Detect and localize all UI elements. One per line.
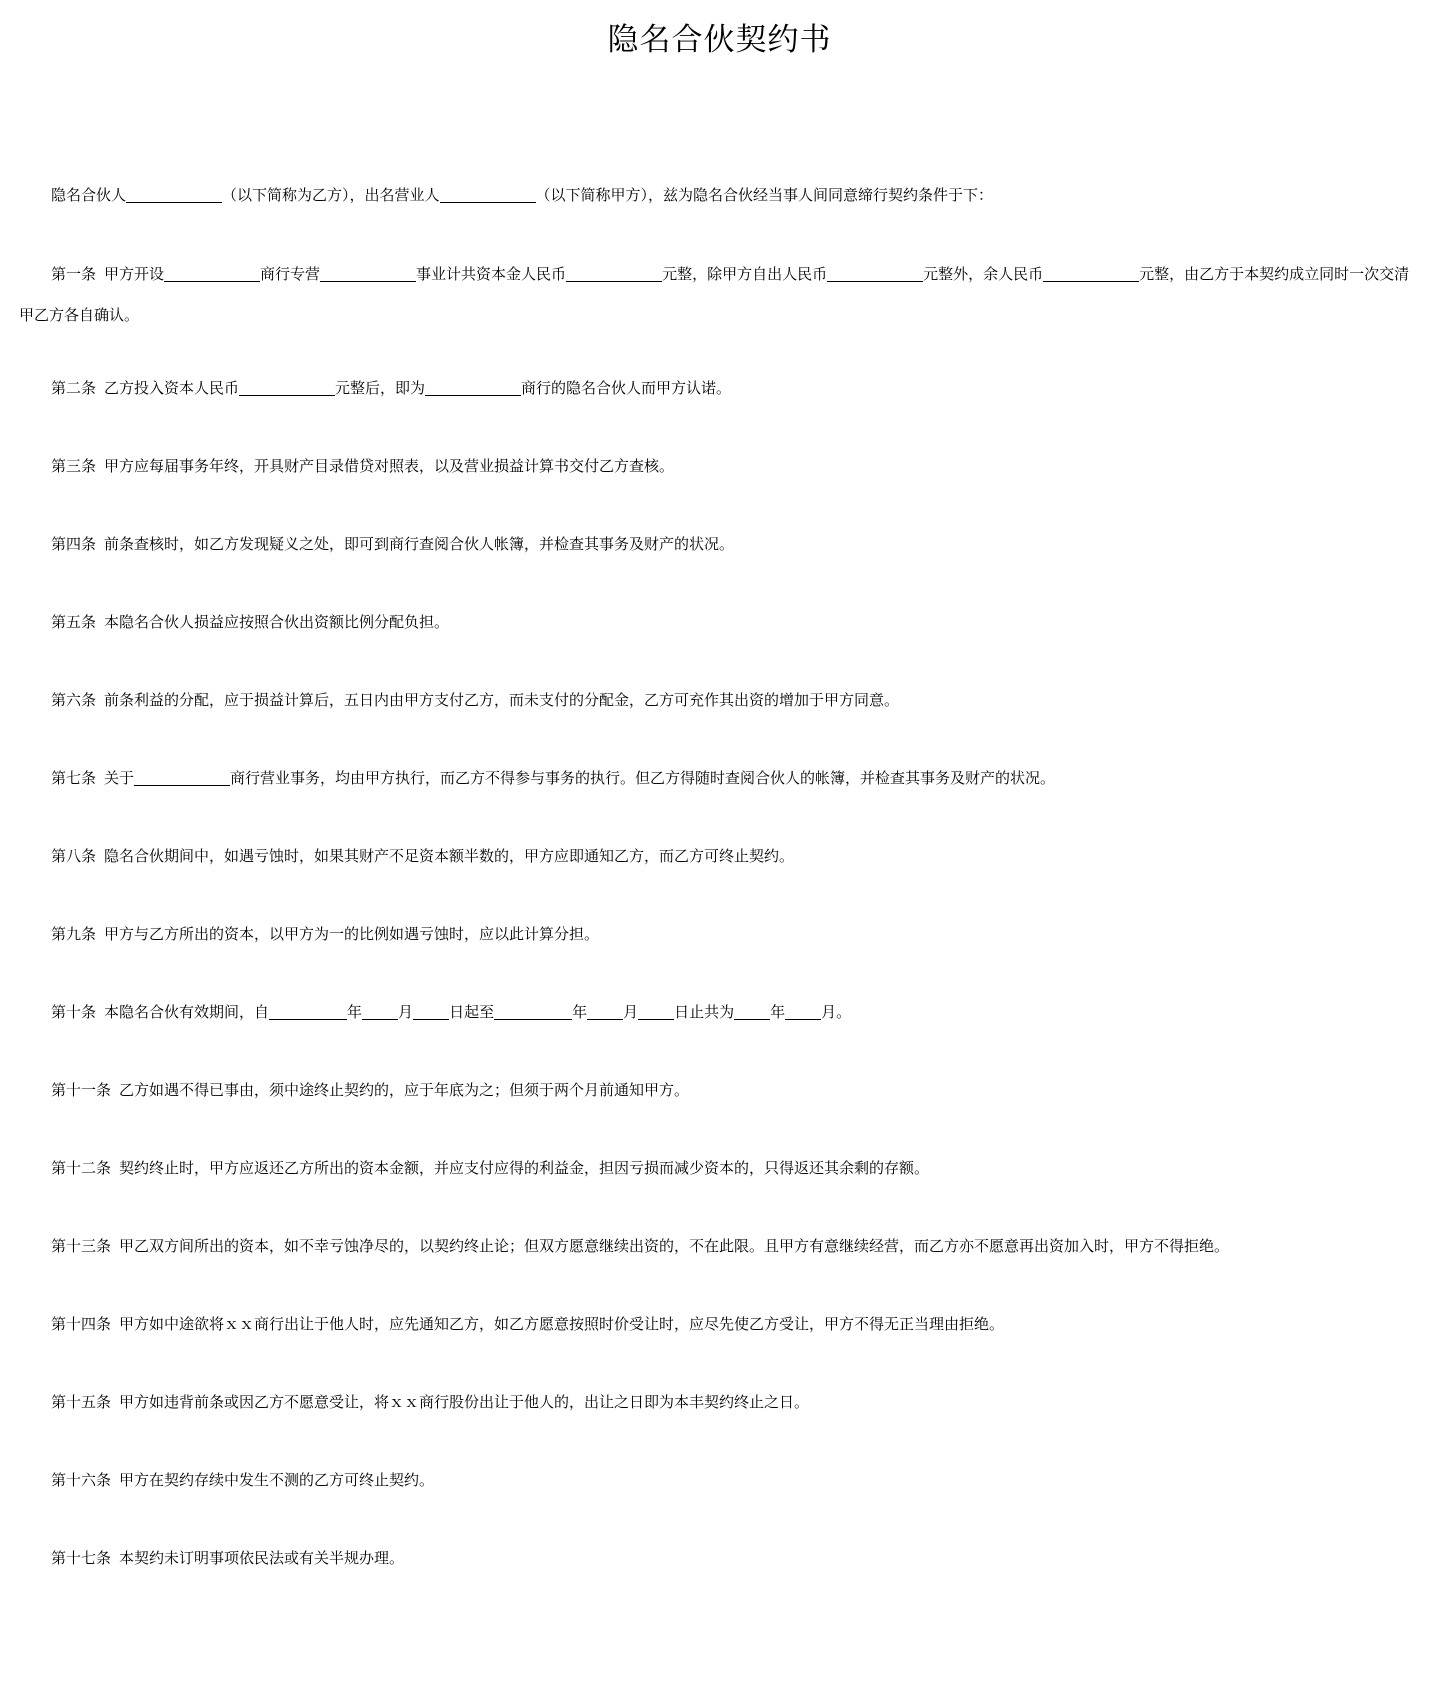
- article-5: [0, 601, 1439, 644]
- article-9: [0, 913, 1439, 956]
- article-text: 隐名合伙期间中，如遇亏蚀时，如果其财产不足资本额半数的，甲方应即通知乙方，而乙方可终止契约。: [104, 847, 795, 865]
- article-label: 第二条: [51, 379, 97, 397]
- blank-field: [320, 266, 416, 282]
- article-text: 日止共为: [674, 1003, 735, 1021]
- blank-field: [413, 1004, 449, 1020]
- article-text: 甲方如中途欲将ｘｘ商行出让于他人时，应先通知乙方，如乙方愿意按照时价受让时，应尽先使乙方受让，甲方不得无正当理由拒绝。: [119, 1315, 1005, 1333]
- article-label: 第一条: [51, 265, 97, 283]
- article-text: 元整后，即为: [335, 379, 426, 397]
- article-label: 第六条: [51, 691, 97, 709]
- blank-field: [638, 1004, 674, 1020]
- article-text: 本隐名合伙人损益应按照合伙出资额比例分配负担。: [104, 613, 450, 631]
- blank-field: [566, 266, 662, 282]
- article-text: 关于: [104, 769, 135, 787]
- intro-text-3: （以下简称甲方），兹为隐名合伙经当事人间同意缔行契约条件于下：: [535, 186, 994, 204]
- blank-field: [734, 1004, 770, 1020]
- article-label: 第十四条: [51, 1315, 112, 1333]
- article-label: 第十条: [51, 1003, 97, 1021]
- blank-field: [425, 380, 521, 396]
- article-label: 第十三条: [51, 1237, 112, 1255]
- article-text: 日起至: [449, 1003, 495, 1021]
- article-text: 元整，由乙方于本契约成立同时一次交清甲乙方各自确认。: [19, 265, 1410, 324]
- article-label: 第四条: [51, 535, 97, 553]
- article-text: 甲方应每届事务年终，开具财产目录借贷对照表，以及营业损益计算书交付乙方查核。: [104, 457, 675, 475]
- article-label: 第七条: [51, 769, 97, 787]
- article-text: 甲方在契约存续中发生不测的乙方可终止契约。: [119, 1471, 435, 1489]
- blank-field: [239, 380, 335, 396]
- article-label: 第十七条: [51, 1549, 112, 1567]
- article-label: 第十二条: [51, 1159, 112, 1177]
- article-text: 甲方如违背前条或因乙方不愿意受让，将ｘｘ商行股份出让于他人的，出让之日即为本丰契约终止之日。: [119, 1393, 810, 1411]
- article-7: [0, 757, 1439, 800]
- article-text: 月: [623, 1003, 639, 1021]
- article-4: [0, 523, 1439, 566]
- article-10: [0, 991, 1439, 1034]
- article-13: [0, 1225, 1439, 1268]
- article-text: 商行营业事务，均由甲方执行，而乙方不得参与事务的执行。但乙方得随时查阅合伙人的帐簿，并检查其事务及财产的状况。: [230, 769, 1056, 787]
- article-text: 甲方与乙方所出的资本，以甲方为一的比例如遇亏蚀时，应以此计算分担。: [104, 925, 600, 943]
- blank-field: [494, 1004, 572, 1020]
- article-12: [0, 1147, 1439, 1190]
- article-label: 第十一条: [51, 1081, 112, 1099]
- document-title: 隐名合伙契约书: [607, 22, 832, 58]
- article-text: 事业计共资本金人民币: [416, 265, 567, 283]
- article-14: [0, 1303, 1439, 1346]
- article-text: 年: [347, 1003, 363, 1021]
- article-text: 月: [398, 1003, 414, 1021]
- article-text: 月。: [821, 1003, 852, 1021]
- article-text: 元整，除甲方自出人民币: [662, 265, 828, 283]
- article-text: 甲方开设: [104, 265, 165, 283]
- article-text: 前条利益的分配，应于损益计算后，五日内由甲方支付乙方，而未支付的分配金，乙方可充作其出资的增加于甲方同意。: [104, 691, 900, 709]
- article-label: 第三条: [51, 457, 97, 475]
- article-text: 乙方投入资本人民币: [104, 379, 240, 397]
- article-text: 乙方如遇不得已事由，须中途终止契约的，应于年底为之；但须于两个月前通知甲方。: [119, 1081, 690, 1099]
- article-text: 本契约未订明事项依民法或有关半规办理。: [119, 1549, 405, 1567]
- article-1: [0, 254, 1439, 336]
- blank-field: [440, 187, 536, 203]
- article-text: 甲乙双方间所出的资本，如不幸亏蚀净尽的，以契约终止论；但双方愿意继续出资的，不在此限。且甲方有意继续经营，而乙方亦不愿意再出资加入时，甲方不得拒绝。: [119, 1237, 1230, 1255]
- blank-field: [134, 770, 230, 786]
- article-label: 第十五条: [51, 1393, 112, 1411]
- article-8: [0, 835, 1439, 878]
- article-label: 第八条: [51, 847, 97, 865]
- blank-field: [785, 1004, 821, 1020]
- blank-field: [587, 1004, 623, 1020]
- blank-field: [164, 266, 260, 282]
- article-17: [0, 1537, 1439, 1580]
- article-text: 年: [770, 1003, 786, 1021]
- article-3: [0, 445, 1439, 488]
- article-label: 第九条: [51, 925, 97, 943]
- article-2: [0, 367, 1439, 410]
- blank-field: [269, 1004, 347, 1020]
- article-text: 商行专营: [260, 265, 321, 283]
- article-text: 本隐名合伙有效期间，自: [104, 1003, 270, 1021]
- article-16: [0, 1459, 1439, 1502]
- article-label: 第十六条: [51, 1471, 112, 1489]
- intro-text-2: （以下简称为乙方），出名营业人: [222, 186, 440, 204]
- article-6: [0, 679, 1439, 722]
- article-15: [0, 1381, 1439, 1424]
- article-text: 年: [572, 1003, 588, 1021]
- article-label: 第五条: [51, 613, 97, 631]
- article-text: 前条查核时，如乙方发现疑义之处，即可到商行查阅合伙人帐簿，并检查其事务及财产的状况。: [104, 535, 735, 553]
- article-text: 商行的隐名合伙人而甲方认诺。: [521, 379, 732, 397]
- intro-paragraph: [0, 174, 1439, 217]
- article-text: 元整外，余人民币: [923, 265, 1044, 283]
- blank-field: [1043, 266, 1139, 282]
- blank-field: [362, 1004, 398, 1020]
- intro-text-1: 隐名合伙人: [51, 186, 127, 204]
- article-text: 契约终止时，甲方应返还乙方所出的资本金额，并应支付应得的利益金，担因亏损而减少资本的，只得返还其余剩的存额。: [119, 1159, 930, 1177]
- blank-field: [827, 266, 923, 282]
- article-11: [0, 1069, 1439, 1112]
- blank-field: [126, 187, 222, 203]
